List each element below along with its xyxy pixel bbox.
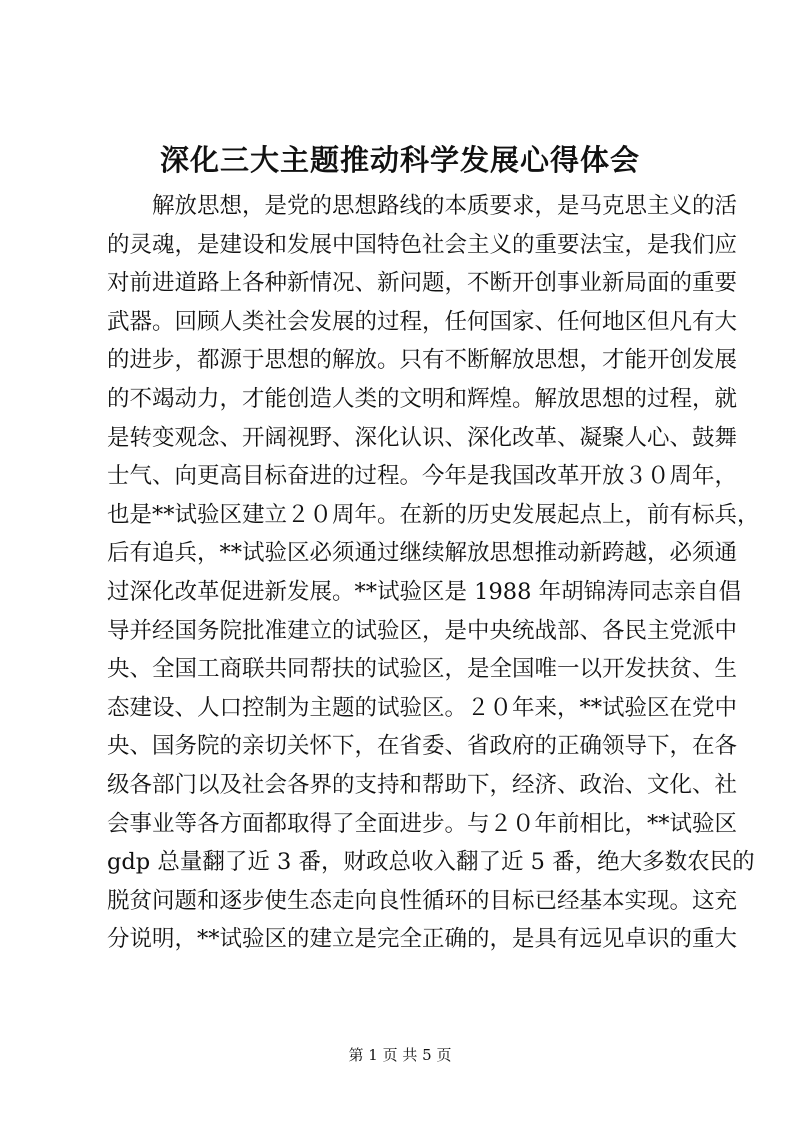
text-line: 态建设、人口控制为主题的试验区。２０年来，**试验区在党中: [107, 694, 738, 721]
text-line: 是转变观念、开阔视野、深化认识、深化改革、凝聚人心、鼓舞: [107, 424, 738, 451]
document-body: [107, 187, 760, 959]
text-line: 士气、向更高目标奋进的过程。今年是我国改革开放３０周年，: [107, 463, 738, 490]
text-line: 的灵魂，是建设和发展中国特色社会主义的重要法宝，是我们应: [107, 231, 738, 258]
document-title: 深化三大主题推动科学发展心得体会: [159, 143, 640, 177]
text-line: 会事业等各方面都取得了全面进步。与２０年前相比，**试验区: [107, 810, 738, 837]
text-line: gdp 总量翻了近 3 番，财政总收入翻了近 5 番，绝大多数农民的: [107, 849, 755, 876]
text-line: 也是**试验区建立２０周年。在新的历史发展起点上，前有标兵，: [107, 501, 760, 528]
text-line: 分说明，**试验区的建立是完全正确的，是具有远见卓识的重大: [107, 926, 738, 953]
text-line: 央、国务院的亲切关怀下，在省委、省政府的正确领导下，在各: [107, 733, 738, 760]
text-line: 过深化改革促进新发展。**试验区是 1988 年胡锦涛同志亲自倡: [107, 578, 742, 605]
text-line: 脱贫问题和逐步使生态走向良性循环的目标已经基本实现。这充: [107, 887, 738, 914]
text-line: 后有追兵，**试验区必须通过继续解放思想推动新跨越，必须通: [107, 540, 738, 567]
text-line: 解放思想，是党的思想路线的本质要求，是马克思主义的活: [152, 193, 738, 219]
text-line: 的不竭动力，才能创造人类的文明和辉煌。解放思想的过程，就: [107, 385, 738, 412]
text-line: 央、全国工商联共同帮扶的试验区，是全国唯一以开发扶贫、生: [107, 656, 738, 683]
text-line: 武器。回顾人类社会发展的过程，任何国家、任何地区但凡有大: [107, 308, 738, 335]
page-indicator: 第 1 页 共 5 页: [348, 1046, 452, 1064]
text-line: 的进步，都源于思想的解放。只有不断解放思想，才能开创发展: [107, 347, 738, 374]
text-line: 级各部门以及社会各界的支持和帮助下，经济、政治、文化、社: [107, 771, 738, 798]
text-line: 对前进道路上各种新情况、新问题，不断开创事业新局面的重要: [107, 270, 738, 297]
text-line: 导并经国务院批准建立的试验区，是中央统战部、各民主党派中: [107, 617, 738, 644]
